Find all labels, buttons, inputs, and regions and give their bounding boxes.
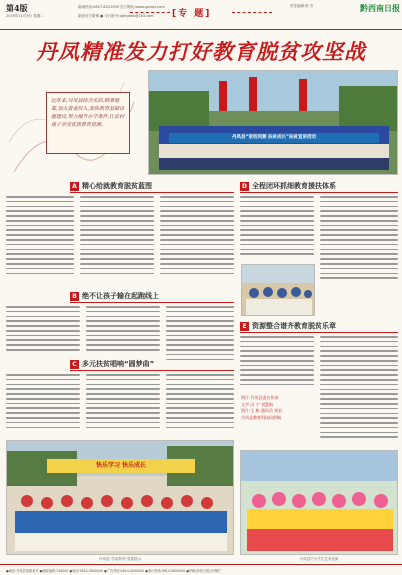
divider <box>130 12 170 13</box>
section-a-title: A 精心给就教育脱贫蓝图 <box>70 181 152 191</box>
divider <box>70 370 234 371</box>
section-b-title: B 绝不让孩子输在起跑线上 <box>70 291 159 301</box>
divider <box>240 332 398 333</box>
banner-text: 丹凤县“家校同频 扶贫成长”扶贫宣讲活动 <box>232 135 316 140</box>
section-letter-icon: E <box>240 322 249 331</box>
section-letter-icon: B <box>70 292 79 301</box>
photo-banner-text: 快乐学习 快乐成长 <box>95 462 147 469</box>
page-footer: ●地址:丹凤县某路某号 ●邮政编码:726200 ●电话:0914-0000000 ●广告热线:0914-0000000 ●发行热线:0914-0000000 ●印刷:商洛日报社印刷厂 <box>0 564 402 575</box>
section-letter-icon: D <box>240 182 249 191</box>
top-group-photo <box>148 70 398 175</box>
article-column <box>240 196 314 262</box>
newspaper-logo: 黔西南日报 <box>360 3 400 13</box>
bottom-right-photo <box>240 450 398 555</box>
article-column <box>80 196 154 280</box>
article-column <box>6 196 74 280</box>
section-letter-icon: A <box>70 182 79 191</box>
page-header <box>0 0 402 30</box>
divider <box>240 192 398 193</box>
article-column <box>240 336 314 392</box>
section-d-title: D 全程闭环抓细教育援扶体系 <box>242 182 336 190</box>
article-column <box>166 374 234 432</box>
author-credits: 图片:丹凤县委宣传部 文字:冯 宁 刘慧娟 图片:王 彬 通讯员 刘宏 丹凤县教育科技局供稿 <box>241 395 283 420</box>
page-number: 第4版 <box>6 3 28 13</box>
article-column <box>6 306 80 354</box>
photo-caption: 丹凤县“学前教育”成果展示 <box>98 557 142 561</box>
photo-caption: 丹凤县中小学生艺术表演 <box>299 557 339 561</box>
divider <box>70 302 234 303</box>
article-column <box>320 196 398 286</box>
issue-date: 2019年11月5日 星期二 <box>6 14 44 18</box>
bottom-left-photo <box>6 440 234 555</box>
article-column <box>86 306 160 354</box>
contact-info: 新闻热线:0857-8221090 官方网站:www.qxnbjs.com <box>78 5 165 9</box>
article-column <box>166 306 234 366</box>
headline: 丹凤精准发力打好教育脱贫攻坚战 <box>36 39 366 64</box>
section-label: [专 题] <box>172 9 212 19</box>
divider <box>70 192 234 193</box>
article-column <box>86 374 160 432</box>
section-letter-icon: C <box>70 360 79 369</box>
section-c-title: C 多元扶贫唱响“圆梦曲” <box>70 359 154 369</box>
article-column <box>320 336 398 446</box>
lead-paragraph: 近年来,丹凤县结合实际,精准施策,加大资金投入,加快教育基础设施建设,努力提升办学条件,让农村孩子享受优质教育资源。 <box>46 92 130 154</box>
editor-info: 责任编辑:张 芳 <box>290 4 314 8</box>
divider <box>232 12 272 13</box>
students-photo <box>241 264 315 316</box>
article-column <box>160 196 234 280</box>
section-e-title: E 资源整合谱齐教育脱贫乐章 <box>240 321 336 331</box>
article-column <box>6 374 80 432</box>
contact-info-2: 新浪官方微博 ● 今日报刊:qbtrgkbs@163.com <box>78 14 154 18</box>
